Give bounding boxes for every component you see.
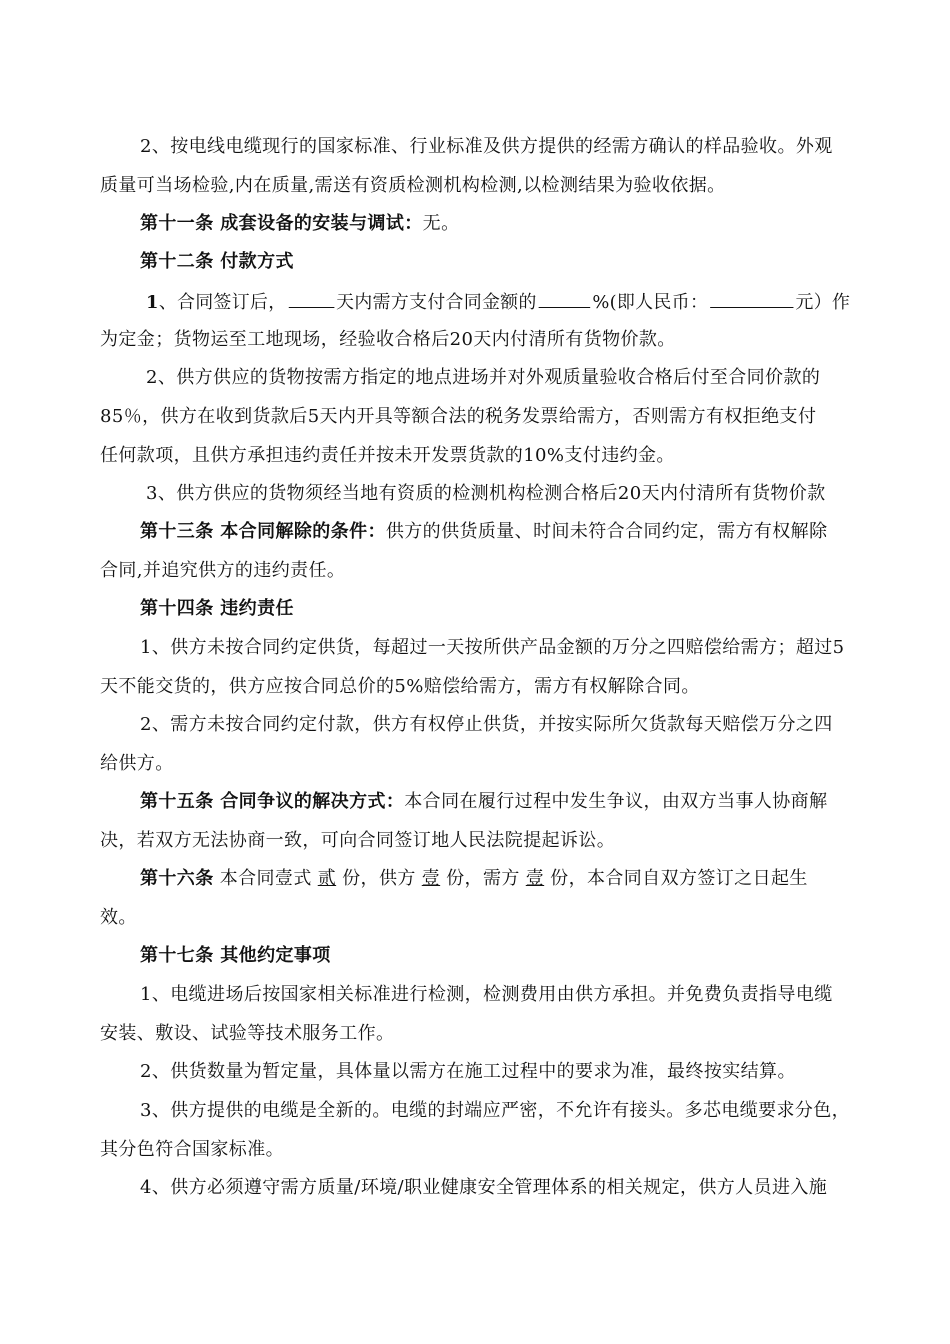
effective-text: 份，本合同自双方签订之日起生	[550, 868, 808, 889]
liability-item-1-line-1: 1、供方未按合同约定供货，每超过一天按所供产品金额的万分之四赔偿给需方；超过5	[140, 637, 845, 658]
article-11-heading: 第十一条 成套设备的安装与调试：	[140, 213, 423, 234]
days-blank[interactable]	[289, 289, 335, 308]
supplier-copies-text: 份，供方	[342, 868, 416, 889]
percent-blank[interactable]	[539, 289, 591, 308]
payment-item-1-line-1	[146, 289, 851, 313]
article-12-heading: 第十二条 付款方式	[140, 251, 294, 272]
buyer-copies-value: 壹	[525, 868, 545, 889]
paragraph-acceptance-line-2: 质量可当场检验,内在质量,需送有资质检测机构检测,以检测结果为验收依据。	[100, 175, 726, 196]
article-11	[140, 212, 850, 236]
article-13-line-2: 合同,并追究供方的违约责任。	[100, 560, 346, 581]
total-copies-value: 贰	[317, 868, 337, 889]
payment-text-yuan: 元）作	[795, 292, 851, 313]
article-16-heading: 第十六条	[140, 868, 214, 889]
liability-item-2-line-2: 给供方。	[100, 753, 174, 774]
article-15-line-2: 决，若双方无法协商一致，可向合同签订地人民法院提起诉讼。	[100, 830, 616, 851]
supplier-copies-value: 壹	[421, 868, 441, 889]
article-15-text: 本合同在履行过程中发生争议，由双方当事人协商解	[404, 791, 828, 812]
liability-item-2-line-1: 2、需方未按合同约定付款，供方有权停止供货，并按实际所欠货款每天赔偿万分之四	[140, 714, 833, 735]
payment-item-2-line-3: 任何款项，且供方承担违约责任并按未开发票货款的10%支付违约金。	[100, 445, 675, 466]
other-item-4: 4、供方必须遵守需方质量/环境/职业健康安全管理体系的相关规定，供方人员进入施	[140, 1177, 828, 1198]
buyer-copies-text: 份，需方	[446, 868, 520, 889]
payment-text-rmb: %(即人民币：	[592, 292, 709, 313]
article-11-text: 无。	[422, 213, 460, 234]
copies-text: 本合同壹式	[219, 868, 312, 889]
other-item-3-line-1: 3、供方提供的电缆是全新的。电缆的封端应严密，不允许有接头。多芯电缆要求分色，	[140, 1100, 851, 1121]
article-14-heading: 第十四条 违约责任	[140, 598, 294, 619]
payment-text-days: 天内需方支付合同金额的	[336, 292, 537, 313]
article-16-line-1	[140, 867, 850, 891]
payment-item-1-line-2: 为定金；货物运至工地现场，经验收合格后20天内付清所有货物价款。	[100, 329, 676, 350]
other-item-1-line-2: 安装、敷设、试验等技术服务工作。	[100, 1023, 395, 1044]
article-13-text: 供方的供货质量、时间未符合合同约定，需方有权解除	[385, 521, 828, 542]
article-17-heading: 第十七条 其他约定事项	[140, 945, 331, 966]
paragraph-acceptance-line-1: 2、按电线电缆现行的国家标准、行业标准及供方提供的经需方确认的样品验收。外观	[140, 136, 833, 157]
article-15-heading: 第十五条 合同争议的解决方式：	[140, 791, 405, 812]
payment-item-2-line-1: 2、供方供应的货物按需方指定的地点进场并对外观质量验收合格后付至合同价款的	[146, 367, 821, 388]
amount-blank[interactable]	[710, 289, 793, 308]
payment-item-2-line-2: 85％，供方在收到货款后5天内开具等额合法的税务发票给需方，否则需方有权拒绝支付	[100, 406, 817, 427]
other-item-2: 2、供货数量为暂定量，具体量以需方在施工过程中的要求为准，最终按实结算。	[140, 1061, 796, 1082]
payment-item-1-number: 1	[146, 292, 159, 313]
payment-text-signing: 、合同签订后，	[158, 292, 287, 313]
payment-item-3: 3、供方供应的货物须经当地有资质的检测机构检测合格后20天内付清所有货物价款	[146, 483, 826, 504]
other-item-3-line-2: 其分色符合国家标准。	[100, 1139, 284, 1160]
article-15-line-1	[140, 790, 850, 814]
article-13-heading: 第十三条 本合同解除的条件：	[140, 521, 386, 542]
other-item-1-line-1: 1、电缆进场后按国家相关标准进行检测，检测费用由供方承担。并免费负责指导电缆	[140, 984, 833, 1005]
article-13-line-1	[140, 520, 850, 544]
liability-item-1-line-2: 天不能交货的，供方应按合同总价的5%赔偿给需方，需方有权解除合同。	[100, 676, 700, 697]
article-16-line-2: 效。	[100, 907, 137, 928]
